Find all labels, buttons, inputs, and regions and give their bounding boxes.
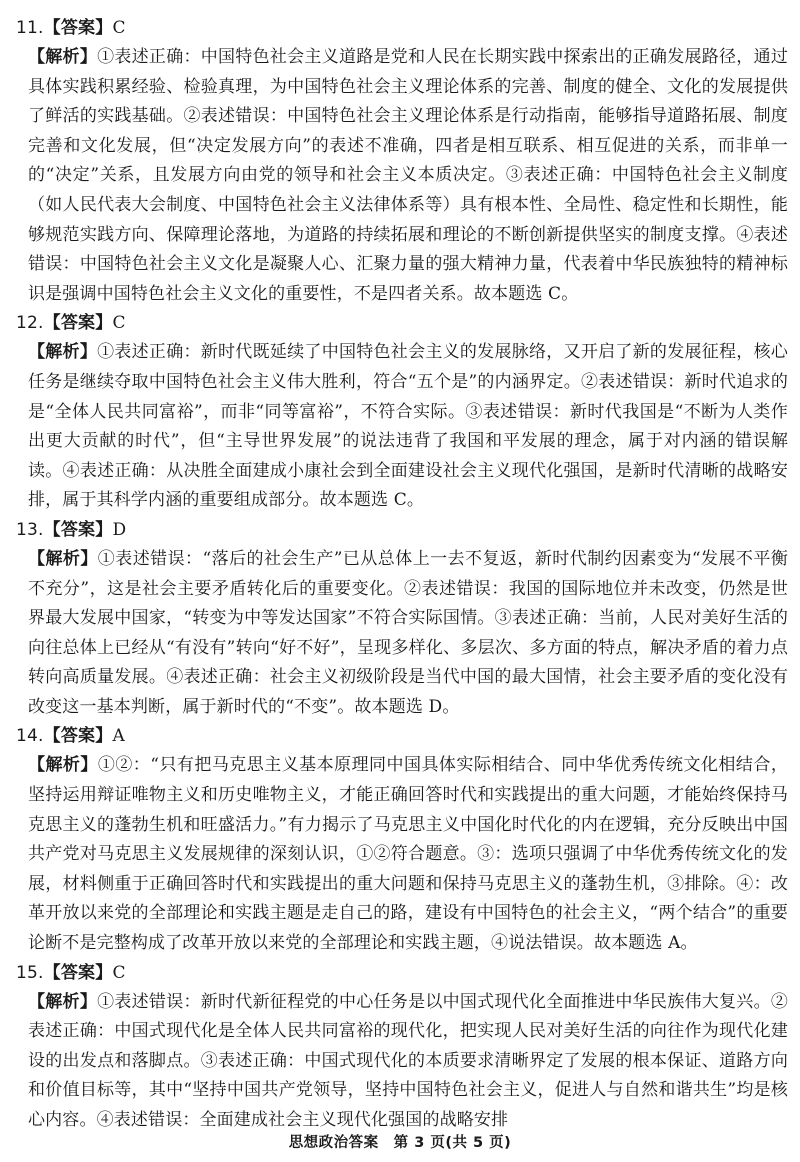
question-header (16, 722, 788, 751)
analysis-tag: 【解析】 (28, 342, 98, 363)
answer-tag: 【答案】 (43, 18, 113, 38)
answer-item-12 (16, 309, 788, 516)
answer-tag: 【答案】 (43, 313, 113, 334)
question-header (16, 309, 788, 338)
analysis-tag: 【解析】 (28, 991, 98, 1012)
analysis-text: ①表述正确：新时代既延续了中国特色社会主义的发展脉络，又开启了新的发展征程，核心任务是继续夺取中国特色社会主义伟大胜利，符合“五个是”的内涵界定。②表述错误：新时代追求的是“全体人民共同富裕”，而非“同等富裕”，不符合实际。③表述错误：新时代我国是“不断为人类作出更大贡献的时代”，但“主导世界发展”的说法违背了我国和平发展的理念，属于对内涵的错误解读。④表述正确：从决胜全面建成小康社会到全面建设社会主义现代化强国，是新时代清晰的战略安排，属于其科学内涵的重要组成部分。故本题选 C。 (28, 342, 788, 511)
analysis-text: ①表述错误：“落后的社会生产”已从总体上一去不复返，新时代制约因素变为“发展不平衡不充分”，这是社会主要矛盾转化后的重要变化。②表述错误：我国的国际地位并未改变，仍然是世界最大发展中国家，“转变为中等发达国家”不符合实际国情。③表述正确：当前，人民对美好生活的向往总体上已经从“有没有”转向“好不好”，呈现多样化、多层次、多方面的特点，解决矛盾的着力点转向高质量发展。④表述正确：社会主义初级阶段是当代中国的最大国情，社会主要矛盾的变化没有改变这一基本判断，属于新时代的“不变”。故本题选 D。 (28, 548, 788, 717)
analysis-tag: 【解析】 (28, 47, 98, 67)
analysis-text: ①表述错误：新时代新征程党的中心任务是以中国式现代化全面推进中华民族伟大复兴。②表述正确：中国式现代化是全体人民共同富裕的现代化，把实现人民对美好生活的向往作为现代化建设的出发点和落脚点。③表述正确：中国式现代化的本质要求清晰界定了发展的根本保证、道路方向和价值目标等，其中“坚持中国共产党领导，坚持中国特色社会主义，促进人与自然和谐共生”均是核心内容。④表述错误：全面建成社会主义现代化强国的战略安排 (28, 991, 788, 1130)
answer-choice: C (112, 18, 126, 38)
analysis-tag: 【解析】 (28, 755, 98, 776)
answer-item-11 (16, 14, 788, 309)
analysis-paragraph (28, 545, 788, 723)
question-number: 12. (16, 313, 44, 334)
answer-item-13 (16, 516, 788, 723)
analysis-paragraph (28, 43, 788, 309)
answer-list (16, 14, 788, 1136)
question-header (16, 516, 788, 545)
question-number: 15. (16, 962, 44, 983)
answer-tag: 【答案】 (43, 962, 113, 983)
analysis-paragraph (28, 338, 788, 516)
answer-item-14 (16, 722, 788, 958)
analysis-text: ①表述正确：中国特色社会主义道路是党和人民在长期实践中探索出的正确发展路径，通过具体实践积累经验、检验真理，为中国特色社会主义理论体系的完善、制度的健全、文化的发展提供了鲜活的实践基础。②表述错误：中国特色社会主义理论体系是行动指南，能够指导道路拓展、制度完善和文化发展，但“决定发展方向”的表述不准确，四者是相互联系、相互促进的关系，而非单一的“决定”关系，且发展方向由党的领导和社会主义本质决定。③表述正确：中国特色社会主义制度（如人民代表大会制度、中国特色社会主义法律体系等）具有根本性、全局性、稳定性和长期性，能够规范实践方向、保障理论落地，为道路的持续拓展和理论的不断创新提供坚实的制度支撑。④表述错误：中国特色社会主义文化是凝聚人心、汇聚力量的强大精神力量，代表着中华民族独特的精神标识是强调中国特色社会主义文化的重要性，不是四者关系。故本题选 C。 (28, 47, 788, 304)
question-number: 11. (16, 18, 44, 38)
answer-tag: 【答案】 (43, 519, 113, 540)
answer-tag: 【答案】 (43, 726, 113, 747)
question-number: 14. (16, 726, 44, 747)
question-header (16, 959, 788, 988)
analysis-paragraph (28, 988, 788, 1136)
answer-choice: C (112, 962, 126, 983)
answer-item-15 (16, 959, 788, 1136)
answer-choice: C (112, 313, 126, 334)
analysis-text: ①②：“只有把马克思主义基本原理同中国具体实际相结合、同中华优秀传统文化相结合，坚持运用辩证唯物主义和历史唯物主义，才能正确回答时代和实践提出的重大问题，才能始终保持马克思主义的蓬勃生机和旺盛活力。”有力揭示了马克思主义中国化时代化的内在逻辑，充分反映出中国共产党对马克思主义发展规律的深刻认识，①②符合题意。③：选项只强调了中华优秀传统文化的发展，材料侧重于正确回答时代和实践提出的重大问题和保持马克思主义的蓬勃生机，③排除。④：改革开放以来党的全部理论和实践主题是走自己的路，建设有中国特色的社会主义，“两个结合”的重要论断不是完整构成了改革开放以来党的全部理论和实践主题，④说法错误。故本题选 A。 (28, 755, 788, 954)
question-header (16, 14, 788, 43)
answer-choice: A (112, 726, 125, 747)
analysis-paragraph (28, 751, 788, 958)
answer-choice: D (112, 519, 127, 540)
question-number: 13. (16, 519, 44, 540)
page-footer: 思想政治答案 第 3 页(共 5 页) (288, 1135, 512, 1151)
analysis-tag: 【解析】 (28, 548, 98, 569)
